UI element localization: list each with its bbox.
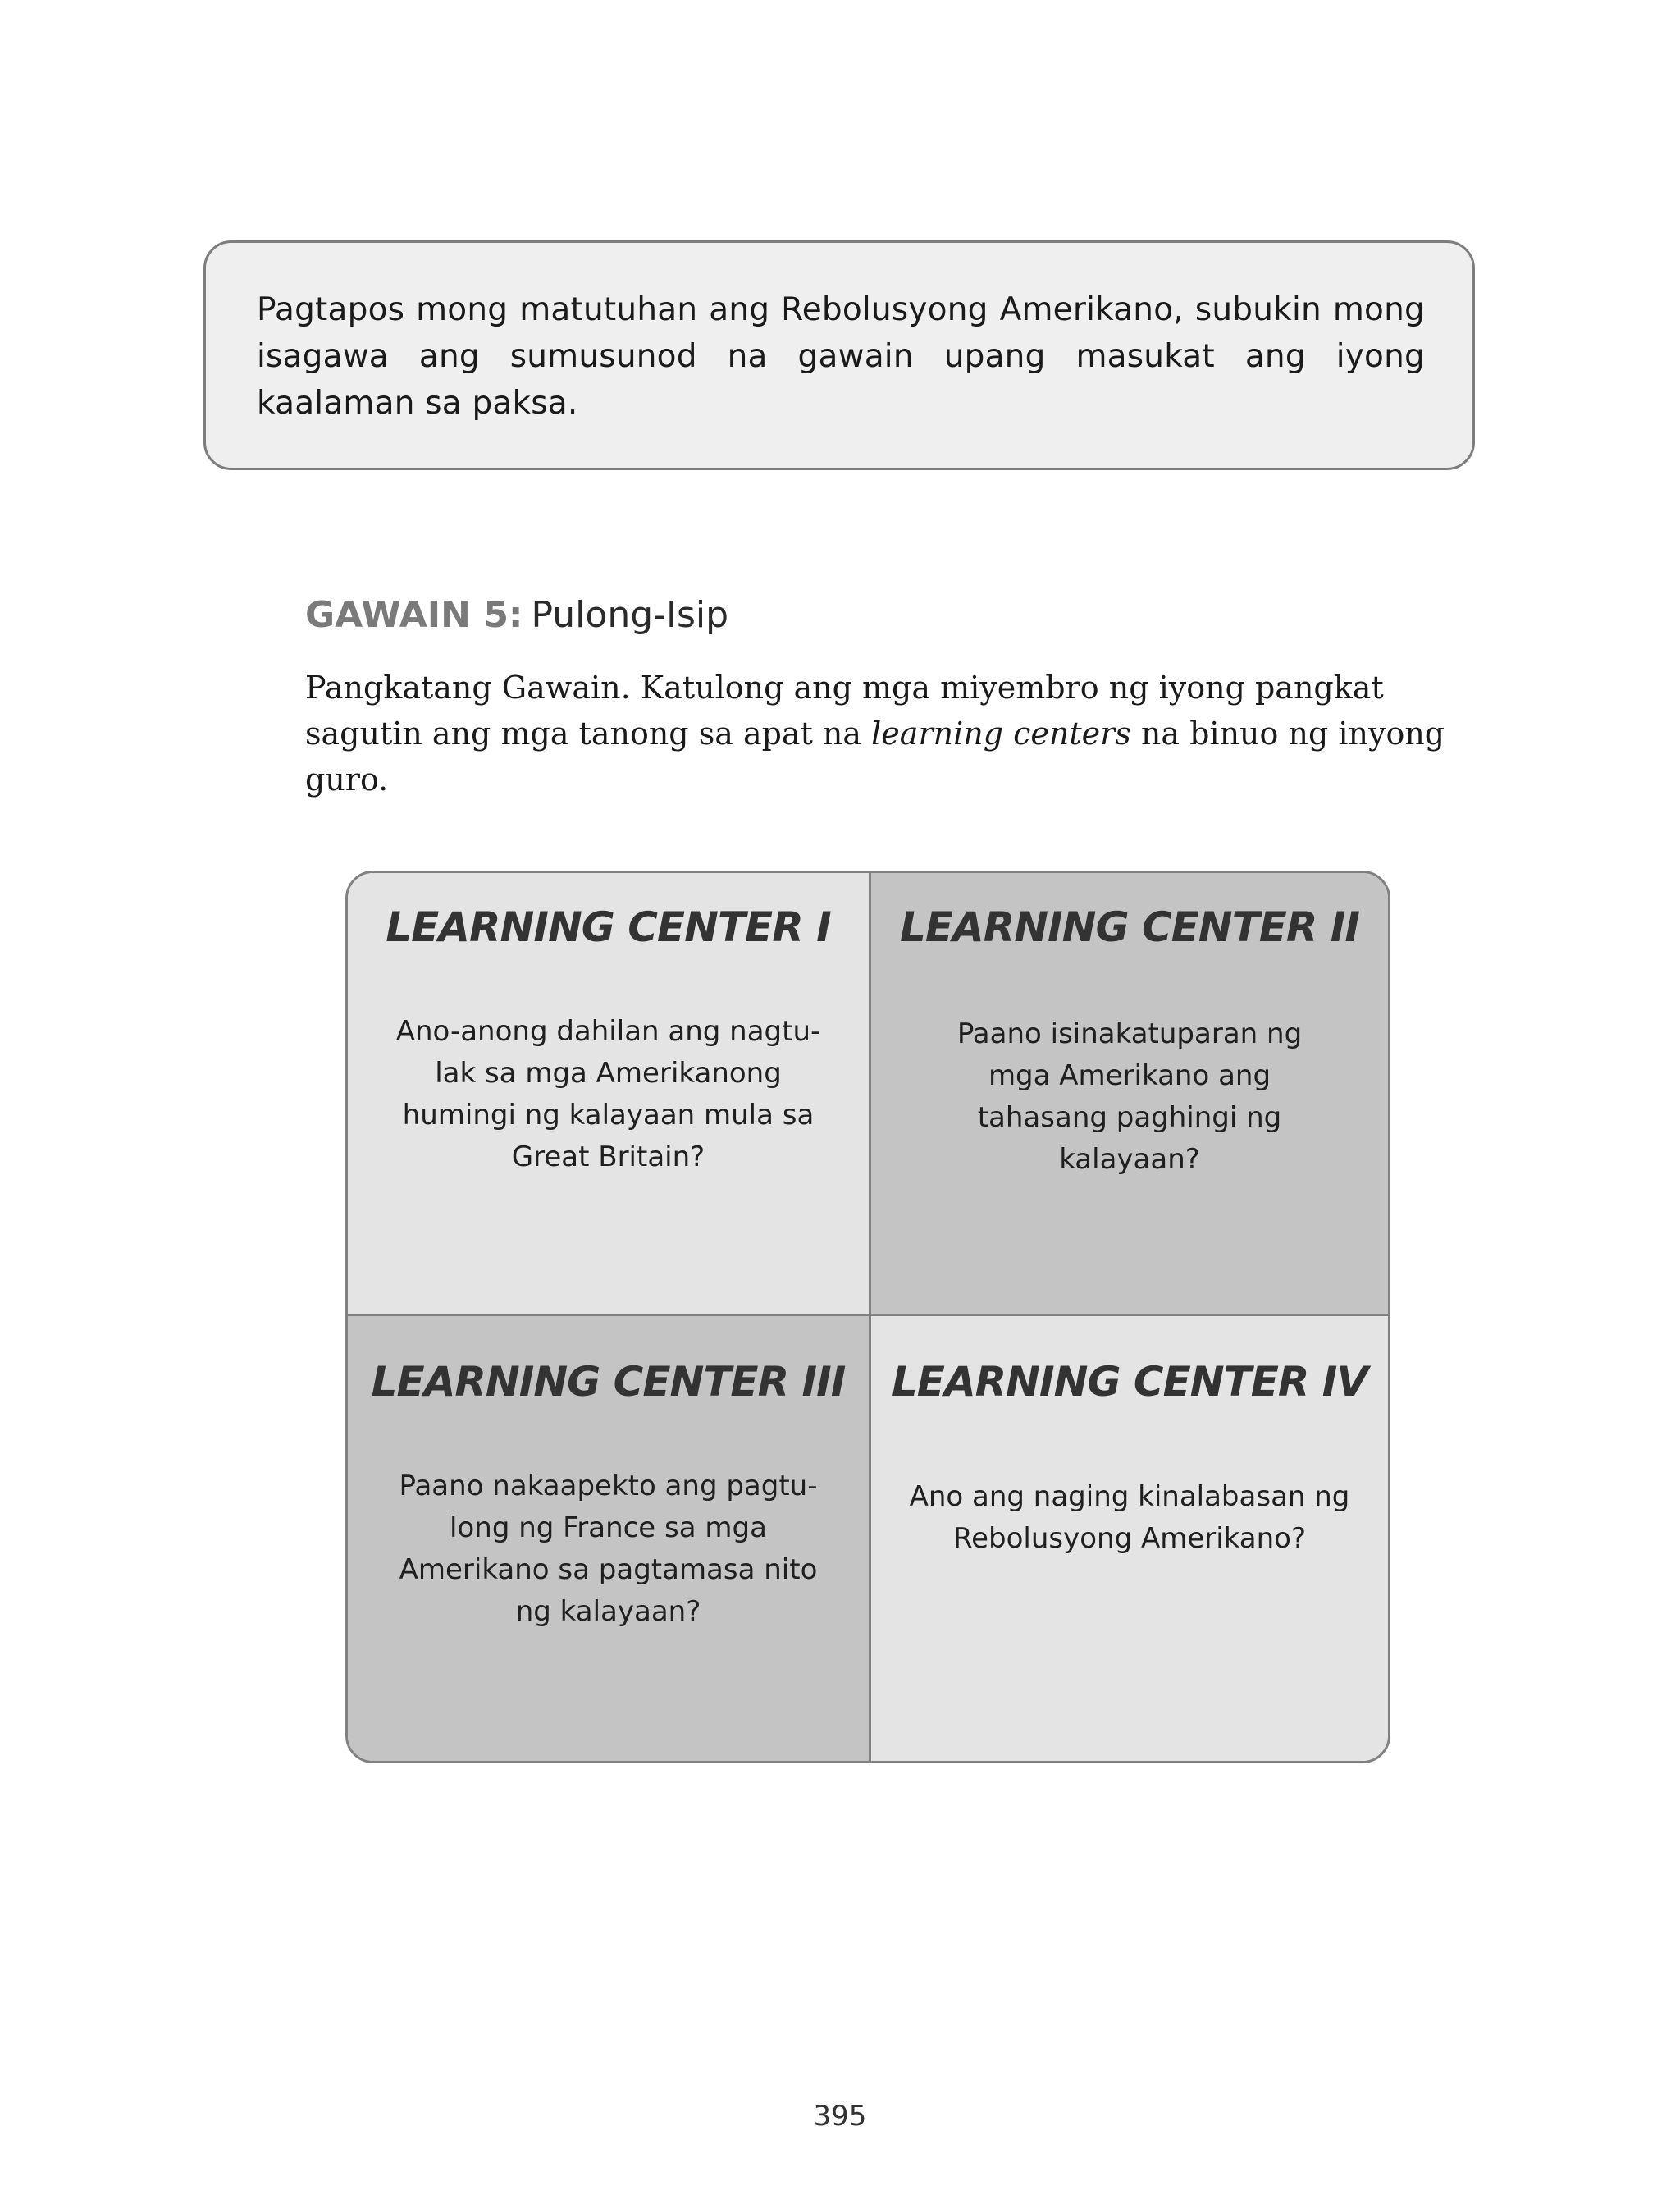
instructions-emphasis: learning centers — [871, 716, 1131, 752]
learning-center-1 — [348, 873, 871, 1316]
learning-center-2 — [871, 873, 1388, 1316]
learning-center-4 — [871, 1316, 1388, 1761]
page-number: 395 — [813, 2100, 867, 2133]
intro-text: Pagtapos mong matutuhan ang Rebolusyong Amerikano, subukin mong isagawa ang sumusunod na gawain upang masukat ang iyong kaalaman sa paksa. — [257, 291, 1425, 422]
learning-center-question: Ano-anong dahilan ang nagtu-lak sa mga Amerikanong humingi ng kalayaan mula sa Great Britain? — [395, 1015, 821, 1173]
learning-center-3 — [348, 1316, 871, 1761]
activity-instructions — [305, 665, 1486, 802]
learning-center-title: LEARNING CENTER I — [386, 903, 831, 951]
learning-center-question: Paano isinakatuparan ng mga Amerikano ang tahasang paghingi ng kalayaan? — [956, 1017, 1303, 1176]
learning-centers-grid — [345, 871, 1390, 1763]
learning-center-title: LEARNING CENTER III — [371, 1358, 846, 1406]
intro-box — [203, 240, 1475, 470]
learning-center-question: Ano ang naging kinalabasan ng Rebolusyong Amerikano? — [909, 1480, 1350, 1555]
instructions-text-end: na binuo ng inyong guro. — [305, 716, 1445, 798]
instructions-text: Pangkatang Gawain. Katulong ang mga miyembro ng iyong pangkat sagutin ang mga tanong sa apat na — [305, 670, 1384, 752]
activity-label: GAWAIN 5: — [305, 594, 523, 636]
learning-center-title: LEARNING CENTER IV — [891, 1358, 1368, 1406]
learning-center-question: Paano nakaapekto ang pagtu-long ng France sa mga Amerikano sa pagtamasa nito ng kalayaan? — [399, 1470, 818, 1628]
learning-center-title: LEARNING CENTER II — [899, 903, 1360, 951]
activity-heading — [305, 591, 728, 640]
activity-title: Pulong-Isip — [531, 594, 729, 636]
